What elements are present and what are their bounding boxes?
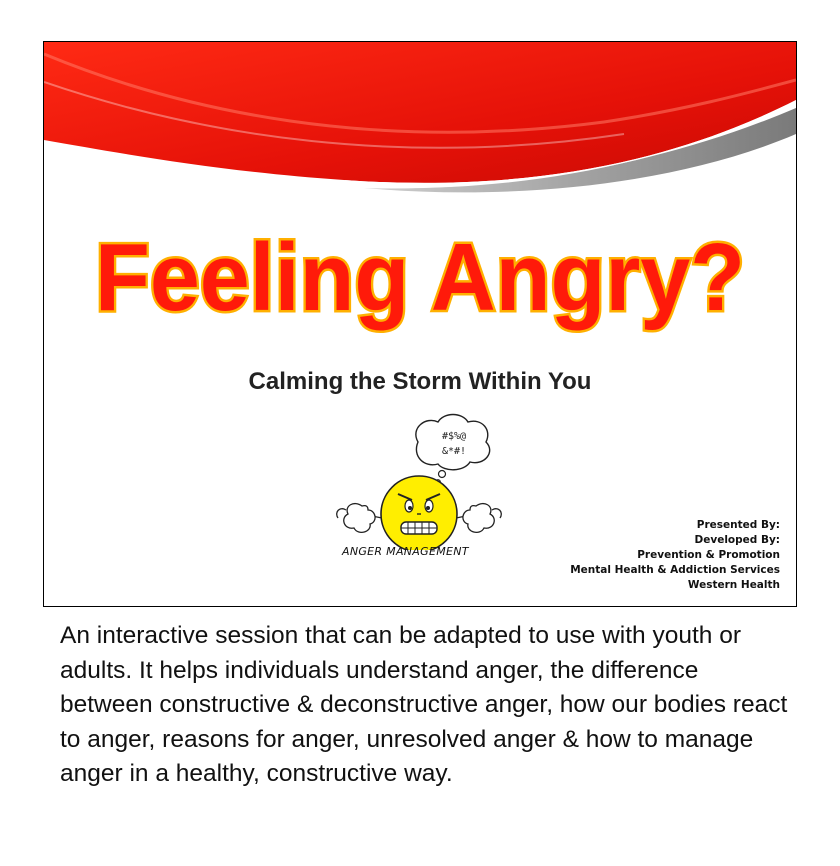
steam-puff-right-icon (456, 504, 501, 533)
angry-face-icon (381, 476, 457, 550)
thought-bubble-icon (416, 415, 490, 485)
bubble-text-2: &*#! (441, 446, 467, 457)
credits-block (570, 518, 780, 593)
title-wordart (44, 192, 796, 352)
credit-line: Prevention & Promotion (637, 549, 780, 561)
clipart-label: ANGER MANAGEMENT (342, 545, 469, 558)
slide-subtitle: Calming the Storm Within You (248, 368, 592, 395)
credit-line: Western Health (687, 579, 780, 591)
description-caption: An interactive session that can be adapted to use with youth or adults. It helps individuals understand anger, the difference between constructive & deconstructive anger, how our bodies react to anger, reasons for anger, unresolved anger & how to manage anger in a healthy, constructive way. (60, 622, 788, 787)
credit-line: Mental Health & Addiction Services (570, 564, 780, 576)
bubble-text-1: #$%@ (441, 431, 467, 442)
credit-line: Developed By: (694, 534, 780, 546)
slide (43, 41, 797, 607)
slide-title: Feeling Angry? (95, 224, 745, 331)
angry-face-clipart (314, 410, 524, 550)
steam-puff-left-icon (337, 504, 382, 533)
credit-line: Presented By: (696, 519, 780, 531)
red-swoosh-banner (44, 42, 796, 212)
